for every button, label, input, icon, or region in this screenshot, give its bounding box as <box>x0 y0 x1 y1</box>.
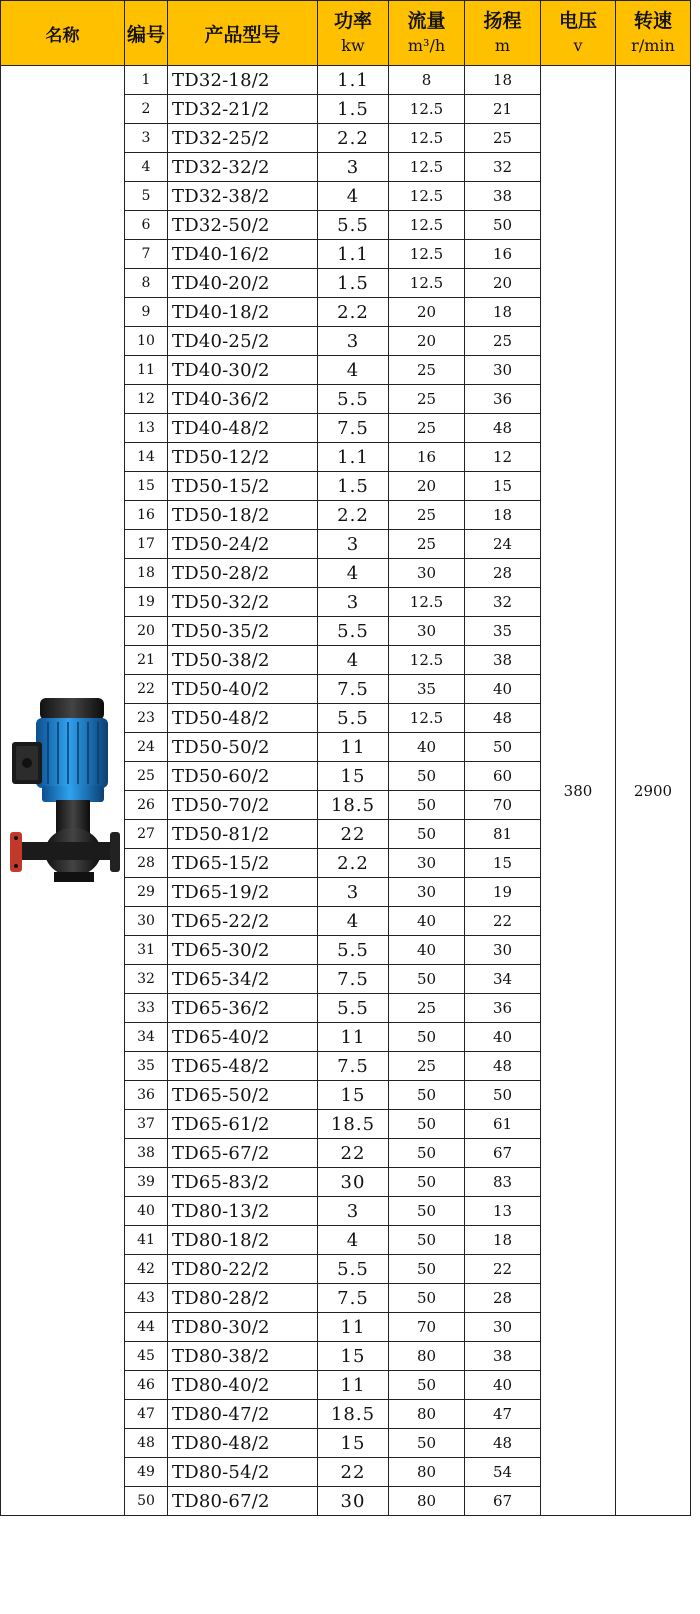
cell-flow: 50 <box>389 1023 465 1052</box>
cell-no: 31 <box>125 936 168 965</box>
cell-power: 7.5 <box>318 965 389 994</box>
cell-model: TD80-40/2 <box>168 1371 318 1400</box>
cell-no: 47 <box>125 1400 168 1429</box>
cell-head: 21 <box>465 95 541 124</box>
cell-head: 18 <box>465 66 541 95</box>
cell-no: 29 <box>125 878 168 907</box>
cell-power: 3 <box>318 878 389 907</box>
header-speed <box>616 1 691 66</box>
cell-power: 2.2 <box>318 298 389 327</box>
cell-head: 47 <box>465 1400 541 1429</box>
cell-flow: 25 <box>389 356 465 385</box>
cell-head: 83 <box>465 1168 541 1197</box>
cell-head: 18 <box>465 1226 541 1255</box>
cell-flow: 20 <box>389 472 465 501</box>
cell-no: 28 <box>125 849 168 878</box>
cell-flow: 25 <box>389 530 465 559</box>
cell-head: 36 <box>465 994 541 1023</box>
cell-head: 24 <box>465 530 541 559</box>
cell-power: 1.1 <box>318 443 389 472</box>
cell-flow: 50 <box>389 1429 465 1458</box>
cell-head: 15 <box>465 472 541 501</box>
cell-power: 1.5 <box>318 269 389 298</box>
cell-flow: 12.5 <box>389 153 465 182</box>
header-head <box>465 1 541 66</box>
cell-head: 38 <box>465 182 541 211</box>
header-voltage-label: 电压 <box>558 10 597 32</box>
cell-model: TD80-48/2 <box>168 1429 318 1458</box>
cell-flow: 50 <box>389 1284 465 1313</box>
cell-model: TD32-21/2 <box>168 95 318 124</box>
cell-power: 7.5 <box>318 675 389 704</box>
cell-no: 30 <box>125 907 168 936</box>
cell-no: 16 <box>125 501 168 530</box>
cell-model: TD40-36/2 <box>168 385 318 414</box>
cell-flow: 70 <box>389 1313 465 1342</box>
cell-flow: 40 <box>389 907 465 936</box>
cell-flow: 20 <box>389 327 465 356</box>
cell-no: 7 <box>125 240 168 269</box>
cell-flow: 12.5 <box>389 95 465 124</box>
cell-model: TD50-12/2 <box>168 443 318 472</box>
cell-model: TD40-25/2 <box>168 327 318 356</box>
cell-power: 1.5 <box>318 472 389 501</box>
cell-model: TD50-35/2 <box>168 617 318 646</box>
cell-model: TD50-18/2 <box>168 501 318 530</box>
table-row <box>1 66 691 95</box>
table-header <box>1 1 691 66</box>
cell-power: 4 <box>318 907 389 936</box>
cell-power: 15 <box>318 1342 389 1371</box>
cell-head: 30 <box>465 1313 541 1342</box>
cell-model: TD40-48/2 <box>168 414 318 443</box>
cell-no: 42 <box>125 1255 168 1284</box>
cell-no: 5 <box>125 182 168 211</box>
cell-flow: 12.5 <box>389 240 465 269</box>
cell-no: 22 <box>125 675 168 704</box>
cell-flow: 25 <box>389 1052 465 1081</box>
cell-no: 19 <box>125 588 168 617</box>
cell-no: 50 <box>125 1487 168 1516</box>
cell-flow: 35 <box>389 675 465 704</box>
header-power <box>318 1 389 66</box>
cell-flow: 20 <box>389 298 465 327</box>
cell-head: 36 <box>465 385 541 414</box>
cell-model: TD65-83/2 <box>168 1168 318 1197</box>
cell-flow: 50 <box>389 762 465 791</box>
cell-power: 5.5 <box>318 385 389 414</box>
cell-flow: 12.5 <box>389 704 465 733</box>
header-flow-label: 流量 <box>407 10 446 32</box>
cell-model: TD80-30/2 <box>168 1313 318 1342</box>
cell-head: 38 <box>465 646 541 675</box>
cell-power: 1.5 <box>318 95 389 124</box>
cell-model: TD80-54/2 <box>168 1458 318 1487</box>
cell-model: TD65-19/2 <box>168 878 318 907</box>
cell-power: 5.5 <box>318 704 389 733</box>
cell-head: 48 <box>465 414 541 443</box>
cell-power: 3 <box>318 153 389 182</box>
cell-flow: 50 <box>389 1110 465 1139</box>
header-head-unit: m <box>494 36 511 55</box>
cell-head: 61 <box>465 1110 541 1139</box>
cell-no: 2 <box>125 95 168 124</box>
cell-head: 70 <box>465 791 541 820</box>
cell-power: 5.5 <box>318 211 389 240</box>
cell-flow: 50 <box>389 1081 465 1110</box>
cell-head: 67 <box>465 1487 541 1516</box>
cell-model: TD40-30/2 <box>168 356 318 385</box>
cell-no: 25 <box>125 762 168 791</box>
cell-model: TD50-70/2 <box>168 791 318 820</box>
cell-power: 4 <box>318 182 389 211</box>
cell-head: 16 <box>465 240 541 269</box>
cell-power: 4 <box>318 356 389 385</box>
cell-no: 44 <box>125 1313 168 1342</box>
cell-no: 38 <box>125 1139 168 1168</box>
cell-no: 18 <box>125 559 168 588</box>
cell-no: 4 <box>125 153 168 182</box>
cell-model: TD65-34/2 <box>168 965 318 994</box>
cell-power: 3 <box>318 327 389 356</box>
cell-head: 48 <box>465 704 541 733</box>
cell-power: 1.1 <box>318 66 389 95</box>
cell-no: 10 <box>125 327 168 356</box>
cell-head: 22 <box>465 1255 541 1284</box>
cell-flow: 40 <box>389 936 465 965</box>
cell-head: 50 <box>465 211 541 240</box>
cell-no: 3 <box>125 124 168 153</box>
cell-head: 32 <box>465 153 541 182</box>
cell-model: TD65-48/2 <box>168 1052 318 1081</box>
cell-model: TD50-38/2 <box>168 646 318 675</box>
cell-head: 50 <box>465 1081 541 1110</box>
cell-power: 2.2 <box>318 849 389 878</box>
voltage-cell: 380 <box>541 66 616 1516</box>
cell-power: 4 <box>318 646 389 675</box>
cell-power: 5.5 <box>318 1255 389 1284</box>
cell-model: TD40-16/2 <box>168 240 318 269</box>
cell-head: 54 <box>465 1458 541 1487</box>
cell-no: 12 <box>125 385 168 414</box>
cell-model: TD50-24/2 <box>168 530 318 559</box>
cell-flow: 12.5 <box>389 124 465 153</box>
cell-model: TD65-50/2 <box>168 1081 318 1110</box>
cell-power: 5.5 <box>318 936 389 965</box>
cell-power: 15 <box>318 1429 389 1458</box>
cell-head: 25 <box>465 124 541 153</box>
cell-power: 3 <box>318 530 389 559</box>
name-cell <box>1 66 125 1516</box>
cell-flow: 50 <box>389 1168 465 1197</box>
cell-head: 30 <box>465 356 541 385</box>
cell-head: 13 <box>465 1197 541 1226</box>
cell-power: 3 <box>318 588 389 617</box>
header-power-label: 功率 <box>333 10 372 32</box>
cell-power: 22 <box>318 820 389 849</box>
cell-model: TD80-18/2 <box>168 1226 318 1255</box>
cell-power: 11 <box>318 1023 389 1052</box>
cell-head: 32 <box>465 588 541 617</box>
cell-flow: 25 <box>389 385 465 414</box>
cell-head: 28 <box>465 1284 541 1313</box>
cell-flow: 50 <box>389 1226 465 1255</box>
cell-model: TD32-50/2 <box>168 211 318 240</box>
cell-no: 20 <box>125 617 168 646</box>
cell-head: 48 <box>465 1052 541 1081</box>
cell-flow: 12.5 <box>389 182 465 211</box>
cell-head: 22 <box>465 907 541 936</box>
cell-no: 11 <box>125 356 168 385</box>
cell-head: 20 <box>465 269 541 298</box>
cell-no: 8 <box>125 269 168 298</box>
header-no: 编号 <box>125 1 168 66</box>
cell-power: 15 <box>318 762 389 791</box>
cell-no: 9 <box>125 298 168 327</box>
cell-no: 17 <box>125 530 168 559</box>
cell-no: 34 <box>125 1023 168 1052</box>
cell-model: TD50-60/2 <box>168 762 318 791</box>
cell-no: 48 <box>125 1429 168 1458</box>
cell-no: 1 <box>125 66 168 95</box>
cell-model: TD80-13/2 <box>168 1197 318 1226</box>
cell-no: 46 <box>125 1371 168 1400</box>
cell-flow: 30 <box>389 878 465 907</box>
cell-flow: 50 <box>389 1197 465 1226</box>
cell-flow: 12.5 <box>389 211 465 240</box>
cell-flow: 25 <box>389 501 465 530</box>
cell-flow: 40 <box>389 733 465 762</box>
cell-model: TD65-67/2 <box>168 1139 318 1168</box>
header-power-unit: kw <box>341 36 365 55</box>
cell-head: 15 <box>465 849 541 878</box>
cell-power: 4 <box>318 559 389 588</box>
cell-power: 5.5 <box>318 994 389 1023</box>
cell-flow: 30 <box>389 559 465 588</box>
cell-model: TD32-18/2 <box>168 66 318 95</box>
header-speed-label: 转速 <box>633 10 672 32</box>
cell-no: 43 <box>125 1284 168 1313</box>
cell-head: 60 <box>465 762 541 791</box>
cell-flow: 12.5 <box>389 269 465 298</box>
cell-model: TD50-81/2 <box>168 820 318 849</box>
cell-power: 11 <box>318 733 389 762</box>
cell-power: 7.5 <box>318 1284 389 1313</box>
cell-power: 2.2 <box>318 124 389 153</box>
cell-no: 14 <box>125 443 168 472</box>
cell-model: TD32-25/2 <box>168 124 318 153</box>
cell-flow: 80 <box>389 1487 465 1516</box>
cell-no: 37 <box>125 1110 168 1139</box>
cell-flow: 80 <box>389 1400 465 1429</box>
cell-flow: 50 <box>389 1255 465 1284</box>
cell-power: 18.5 <box>318 791 389 820</box>
cell-head: 28 <box>465 559 541 588</box>
cell-model: TD50-32/2 <box>168 588 318 617</box>
header-speed-unit: r/min <box>631 36 675 55</box>
cell-power: 1.1 <box>318 240 389 269</box>
cell-power: 11 <box>318 1371 389 1400</box>
cell-model: TD40-20/2 <box>168 269 318 298</box>
cell-no: 40 <box>125 1197 168 1226</box>
cell-model: TD40-18/2 <box>168 298 318 327</box>
table-body <box>1 66 691 1516</box>
cell-head: 18 <box>465 501 541 530</box>
cell-flow: 50 <box>389 791 465 820</box>
cell-head: 38 <box>465 1342 541 1371</box>
cell-model: TD50-15/2 <box>168 472 318 501</box>
header-voltage <box>541 1 616 66</box>
cell-flow: 16 <box>389 443 465 472</box>
cell-power: 3 <box>318 1197 389 1226</box>
cell-flow: 80 <box>389 1458 465 1487</box>
cell-no: 32 <box>125 965 168 994</box>
cell-flow: 12.5 <box>389 588 465 617</box>
cell-power: 11 <box>318 1313 389 1342</box>
cell-model: TD32-38/2 <box>168 182 318 211</box>
cell-power: 18.5 <box>318 1110 389 1139</box>
cell-flow: 8 <box>389 66 465 95</box>
cell-head: 19 <box>465 878 541 907</box>
cell-no: 6 <box>125 211 168 240</box>
header-model: 产品型号 <box>168 1 318 66</box>
cell-power: 15 <box>318 1081 389 1110</box>
cell-power: 5.5 <box>318 617 389 646</box>
header-flow-unit: m³/h <box>407 36 446 55</box>
cell-head: 48 <box>465 1429 541 1458</box>
cell-no: 45 <box>125 1342 168 1371</box>
cell-head: 40 <box>465 1023 541 1052</box>
cell-no: 24 <box>125 733 168 762</box>
cell-power: 30 <box>318 1168 389 1197</box>
cell-no: 33 <box>125 994 168 1023</box>
cell-no: 39 <box>125 1168 168 1197</box>
cell-head: 18 <box>465 298 541 327</box>
cell-no: 23 <box>125 704 168 733</box>
cell-head: 34 <box>465 965 541 994</box>
cell-flow: 50 <box>389 1371 465 1400</box>
cell-model: TD80-22/2 <box>168 1255 318 1284</box>
cell-no: 27 <box>125 820 168 849</box>
cell-head: 40 <box>465 1371 541 1400</box>
cell-no: 15 <box>125 472 168 501</box>
cell-model: TD80-28/2 <box>168 1284 318 1313</box>
cell-no: 21 <box>125 646 168 675</box>
cell-flow: 80 <box>389 1342 465 1371</box>
cell-flow: 50 <box>389 820 465 849</box>
cell-model: TD65-15/2 <box>168 849 318 878</box>
cell-model: TD80-67/2 <box>168 1487 318 1516</box>
cell-flow: 50 <box>389 965 465 994</box>
cell-flow: 12.5 <box>389 646 465 675</box>
cell-power: 30 <box>318 1487 389 1516</box>
header-flow <box>389 1 465 66</box>
cell-flow: 30 <box>389 849 465 878</box>
cell-flow: 50 <box>389 1139 465 1168</box>
pump-image <box>4 696 122 886</box>
cell-no: 41 <box>125 1226 168 1255</box>
cell-no: 26 <box>125 791 168 820</box>
cell-head: 35 <box>465 617 541 646</box>
cell-model: TD50-48/2 <box>168 704 318 733</box>
cell-model: TD50-50/2 <box>168 733 318 762</box>
cell-no: 13 <box>125 414 168 443</box>
cell-power: 7.5 <box>318 1052 389 1081</box>
cell-flow: 25 <box>389 994 465 1023</box>
cell-head: 40 <box>465 675 541 704</box>
cell-head: 30 <box>465 936 541 965</box>
cell-model: TD32-32/2 <box>168 153 318 182</box>
cell-head: 81 <box>465 820 541 849</box>
cell-no: 36 <box>125 1081 168 1110</box>
cell-flow: 25 <box>389 414 465 443</box>
cell-flow: 30 <box>389 617 465 646</box>
cell-no: 49 <box>125 1458 168 1487</box>
header-voltage-unit: v <box>573 36 583 55</box>
cell-model: TD65-61/2 <box>168 1110 318 1139</box>
cell-model: TD50-28/2 <box>168 559 318 588</box>
cell-power: 22 <box>318 1139 389 1168</box>
cell-head: 50 <box>465 733 541 762</box>
cell-power: 7.5 <box>318 414 389 443</box>
cell-head: 67 <box>465 1139 541 1168</box>
cell-head: 12 <box>465 443 541 472</box>
pump-image-wrap <box>1 696 124 886</box>
cell-head: 25 <box>465 327 541 356</box>
header-head-label: 扬程 <box>483 10 522 32</box>
cell-model: TD65-40/2 <box>168 1023 318 1052</box>
cell-model: TD65-22/2 <box>168 907 318 936</box>
cell-model: TD80-38/2 <box>168 1342 318 1371</box>
speed-cell: 2900 <box>616 66 691 1516</box>
cell-model: TD65-36/2 <box>168 994 318 1023</box>
cell-power: 2.2 <box>318 501 389 530</box>
cell-power: 18.5 <box>318 1400 389 1429</box>
cell-model: TD80-47/2 <box>168 1400 318 1429</box>
cell-power: 22 <box>318 1458 389 1487</box>
header-name: 名称 <box>1 1 125 66</box>
cell-power: 4 <box>318 1226 389 1255</box>
cell-no: 35 <box>125 1052 168 1081</box>
cell-model: TD50-40/2 <box>168 675 318 704</box>
cell-model: TD65-30/2 <box>168 936 318 965</box>
